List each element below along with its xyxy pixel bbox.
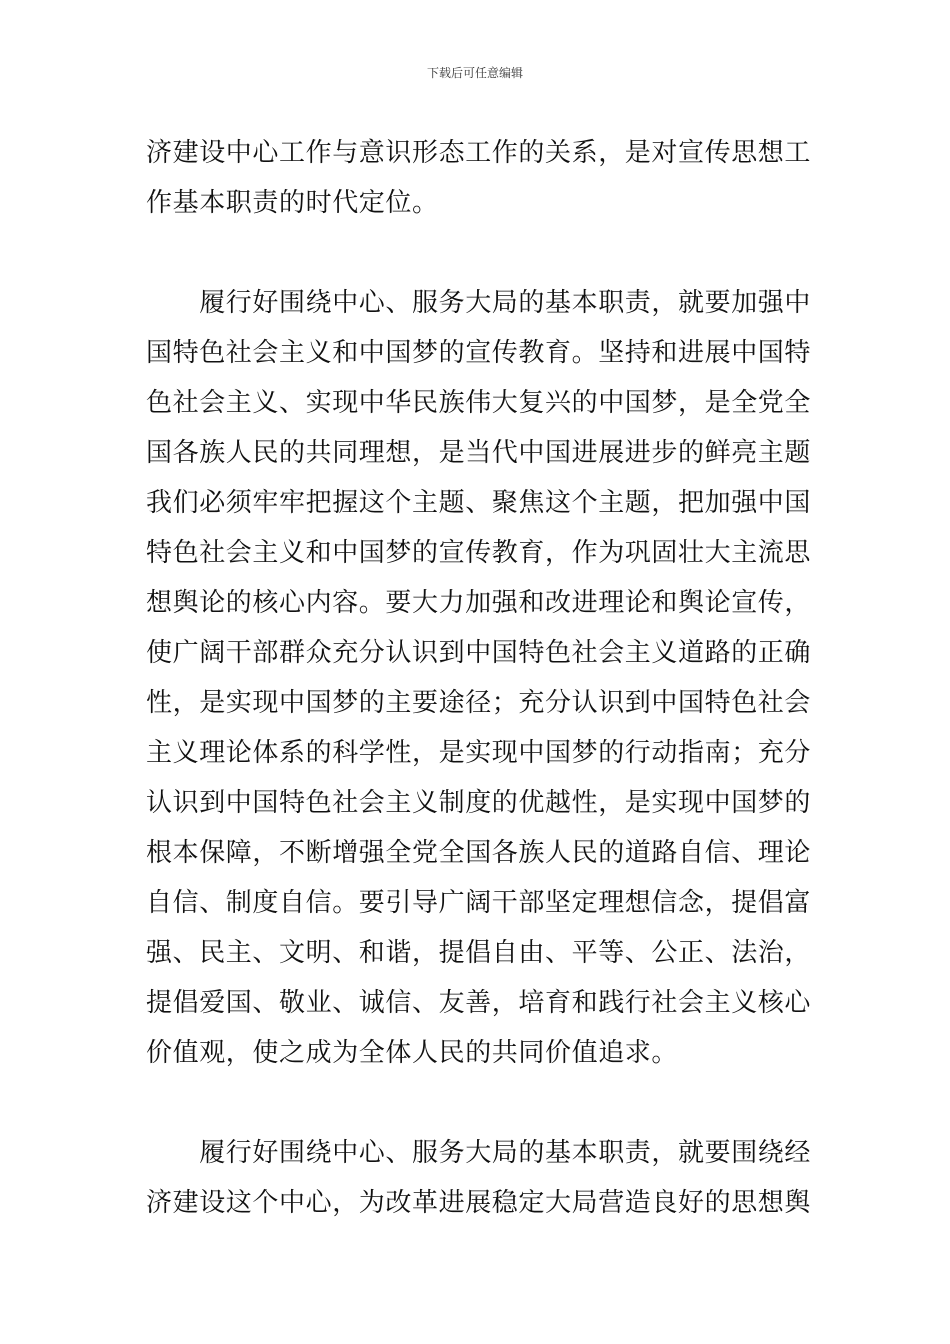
paragraph-1 bbox=[146, 128, 812, 228]
paragraph-line: 履行好围绕中心、服务大局的基本职责，就要加强中 bbox=[146, 288, 812, 318]
paragraph-line: 济建设这个中心，为改革进展稳定大局营造良好的思想舆 bbox=[146, 1188, 812, 1218]
paragraph-3 bbox=[146, 1128, 812, 1228]
paragraph-line: 认识到中国特色社会主义制度的优越性，是实现中国梦的 bbox=[146, 788, 812, 818]
paragraph-line: 特色社会主义和中国梦的宣传教育，作为巩固壮大主流思 bbox=[146, 538, 812, 568]
paragraph-line: 色社会主义、实现中华民族伟大复兴的中国梦，是全党全 bbox=[146, 388, 812, 418]
paragraph-line: 使广阔干部群众充分认识到中国特色社会主义道路的正确 bbox=[146, 638, 812, 668]
paragraph-line: 履行好围绕中心、服务大局的基本职责，就要围绕经 bbox=[146, 1138, 812, 1168]
page-header-note: 下载后可任意编辑 bbox=[426, 66, 523, 80]
paragraph-line: 国各族人民的共同理想，是当代中国进展进步的鲜亮主题 bbox=[146, 438, 812, 468]
paragraph-line: 想舆论的核心内容。要大力加强和改进理论和舆论宣传， bbox=[146, 588, 812, 618]
paragraph-line: 我们必须牢牢把握这个主题、聚焦这个主题，把加强中国 bbox=[146, 488, 812, 518]
paragraph-gap bbox=[146, 228, 806, 278]
paragraph-line: 自信、制度自信。要引导广阔干部坚定理想信念，提倡富 bbox=[146, 888, 812, 918]
paragraph-line: 根本保障，不断增强全党全国各族人民的道路自信、理论 bbox=[146, 838, 812, 868]
paragraph-line: 性，是实现中国梦的主要途径；充分认识到中国特色社会 bbox=[146, 688, 812, 718]
paragraph-line: 强、民主、文明、和谐，提倡自由、平等、公正、法治， bbox=[146, 938, 812, 968]
paragraph-2 bbox=[146, 278, 812, 1078]
paragraph-line: 作基本职责的时代定位。 bbox=[146, 188, 439, 218]
paragraph-line: 提倡爱国、敬业、诚信、友善，培育和践行社会主义核心 bbox=[146, 988, 812, 1018]
paragraph-line: 主义理论体系的科学性，是实现中国梦的行动指南；充分 bbox=[146, 738, 812, 768]
paragraph-gap bbox=[146, 1078, 806, 1128]
paragraph-line: 价值观，使之成为全体人民的共同价值追求。 bbox=[146, 1038, 679, 1068]
document-body bbox=[146, 128, 812, 1228]
paragraph-line: 济建设中心工作与意识形态工作的关系，是对宣传思想工 bbox=[146, 138, 812, 168]
paragraph-line: 国特色社会主义和中国梦的宣传教育。坚持和进展中国特 bbox=[146, 338, 812, 368]
